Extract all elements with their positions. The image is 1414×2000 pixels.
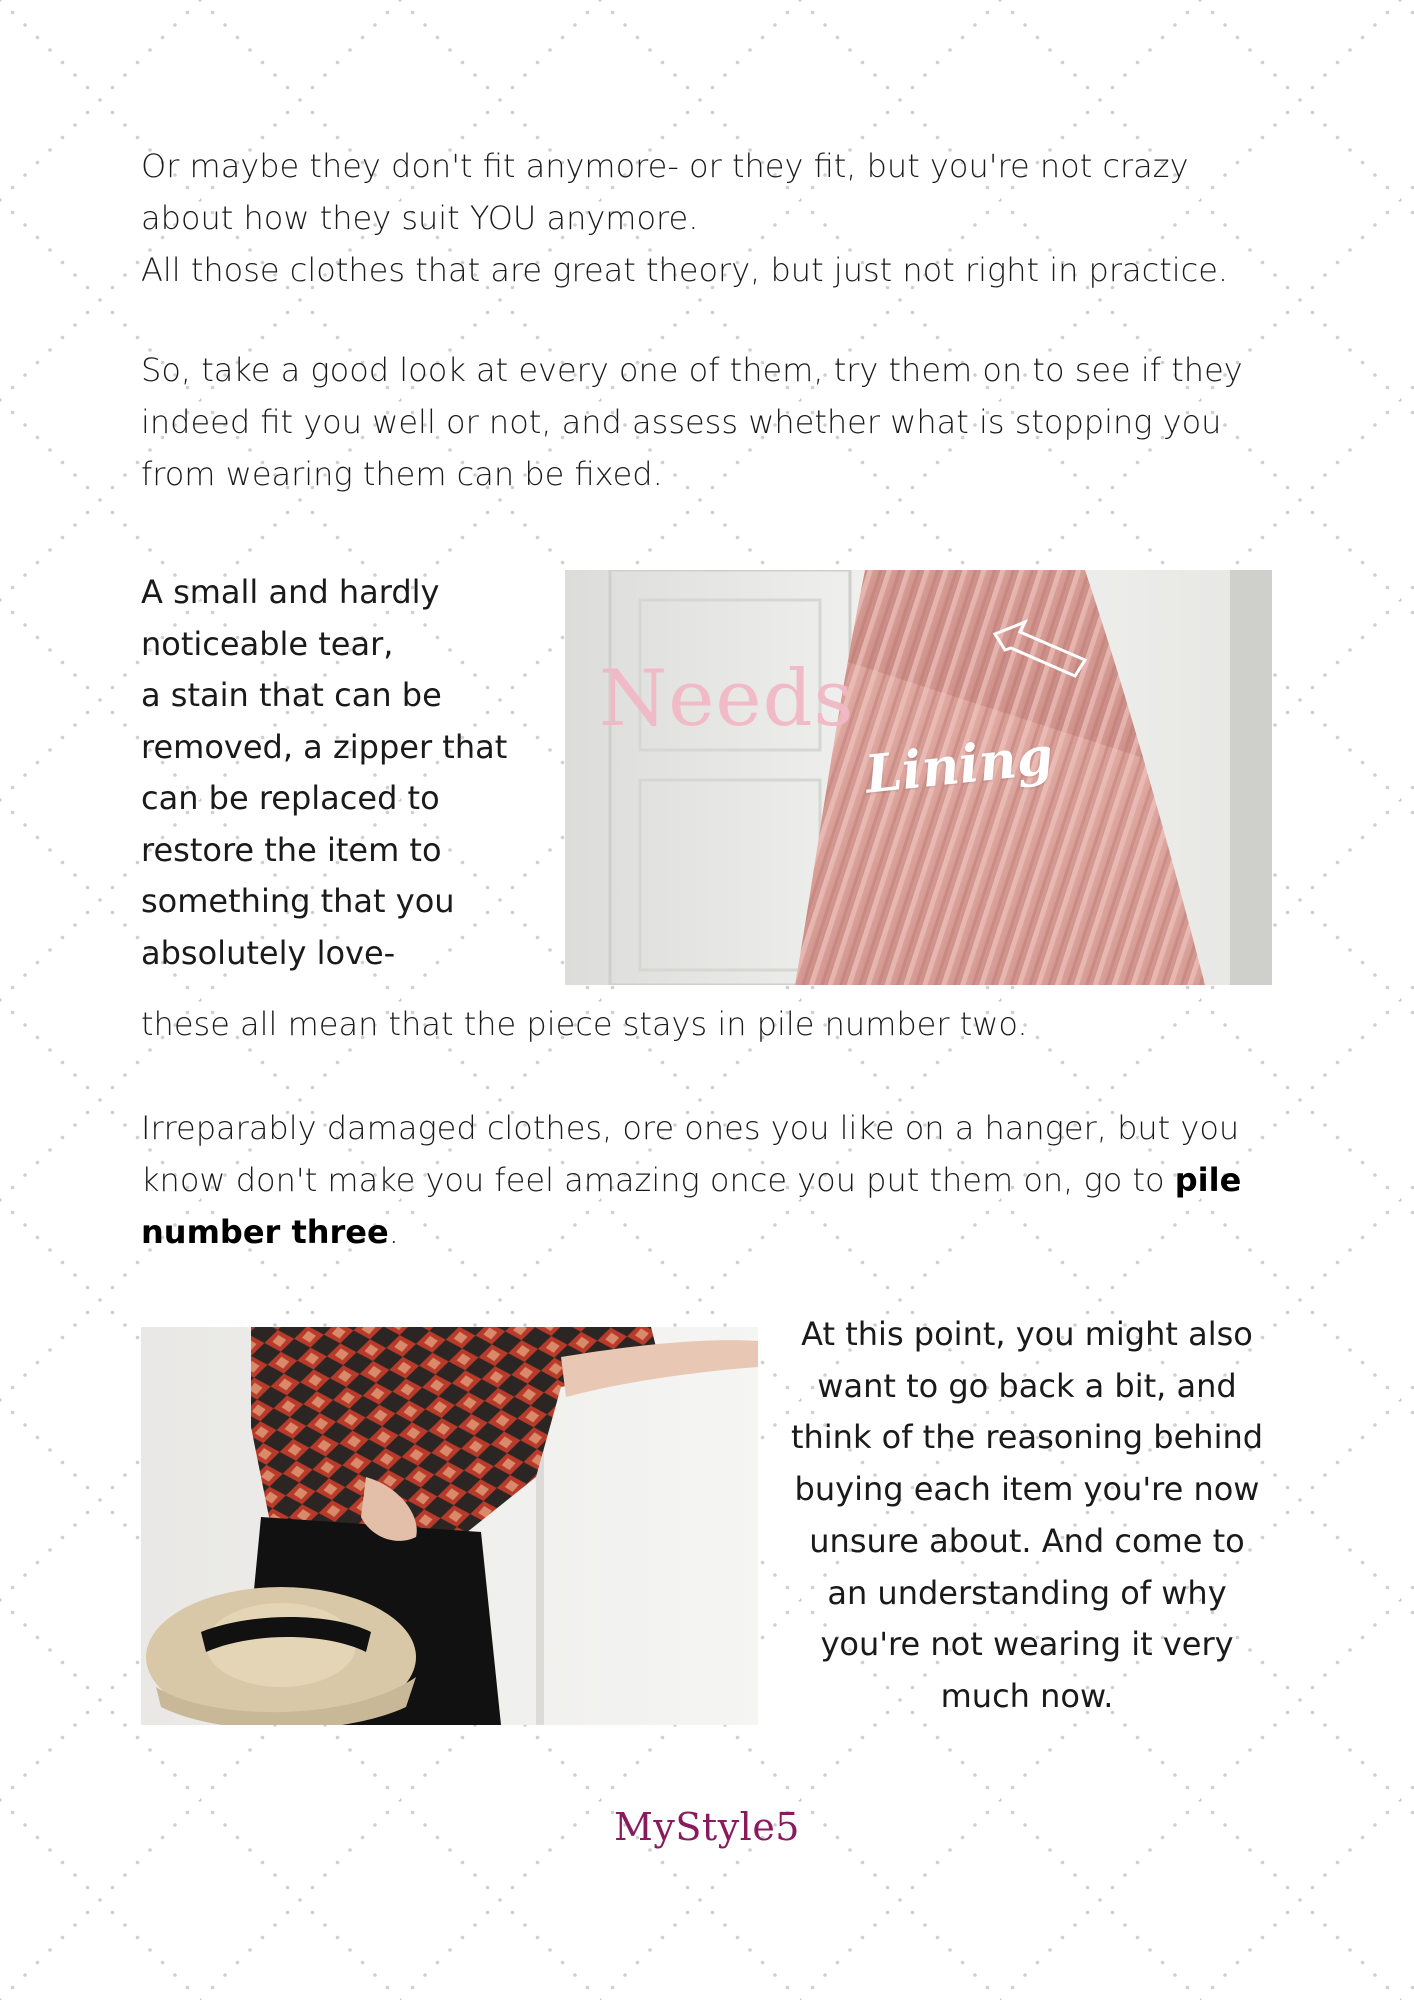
- lining-overlay-text: Lining: [862, 725, 1056, 806]
- text-line: want to go back a bit, and: [817, 1366, 1237, 1405]
- text-line: absolutely love-: [141, 933, 396, 972]
- intro-paragraph: [141, 140, 1228, 296]
- pile-three-paragraph: [141, 1102, 1241, 1258]
- text-line: about how they suit YOU anymore.: [141, 199, 699, 237]
- brand-footer: MyStyle5: [614, 1805, 800, 1849]
- text-line: All those clothes that are great theory, but just not right in practice.: [141, 251, 1229, 289]
- text-line: know don't make you feel amazing once you put them on, go to: [141, 1161, 1175, 1199]
- text-line: At this point, you might also: [801, 1315, 1253, 1353]
- text-line: removed, a zipper that: [141, 727, 508, 766]
- text-line: Or maybe they don't fit anymore- or they fit, but you're not crazy: [141, 147, 1189, 185]
- bold-text: number three: [141, 1213, 389, 1251]
- text-line: an understanding of why: [827, 1573, 1227, 1612]
- patterned-top-photo: [141, 1327, 758, 1725]
- pile-two-line: these all mean that the piece stays in pile number two.: [141, 1005, 1028, 1043]
- text-line: think of the reasoning behind: [790, 1418, 1264, 1457]
- pleated-skirt-photo: [565, 570, 1272, 985]
- text-line: unsure about. And come to: [809, 1521, 1245, 1560]
- text-line: much now.: [940, 1676, 1114, 1715]
- text-line: restore the item to: [141, 830, 442, 869]
- text-line: noticeable tear,: [141, 624, 394, 663]
- text-line: So, take a good look at every one of them, try them on to see if they: [141, 351, 1243, 389]
- text-line: Irreparably damaged clothes, ore ones you like on a hanger, but you: [141, 1109, 1240, 1147]
- text-line: .: [388, 1213, 399, 1251]
- reasoning-paragraph: [780, 1309, 1274, 1723]
- bold-text: pile: [1174, 1161, 1242, 1199]
- text-line: a stain that can be: [141, 676, 442, 714]
- text-line: you're not wearing it very: [820, 1625, 1234, 1664]
- needs-overlay-text: Needs: [599, 654, 855, 744]
- repair-side-text: [141, 567, 507, 979]
- text-line: indeed fit you well or not, and assess whether what is stopping you: [141, 403, 1222, 441]
- text-line: buying each item you're now: [794, 1470, 1260, 1509]
- text-line: something that you: [141, 882, 455, 920]
- text-line: A small and hardly: [141, 573, 440, 611]
- assess-paragraph: [141, 344, 1243, 500]
- text-line: from wearing them can be fixed.: [141, 455, 663, 493]
- text-line: can be replaced to: [141, 779, 440, 817]
